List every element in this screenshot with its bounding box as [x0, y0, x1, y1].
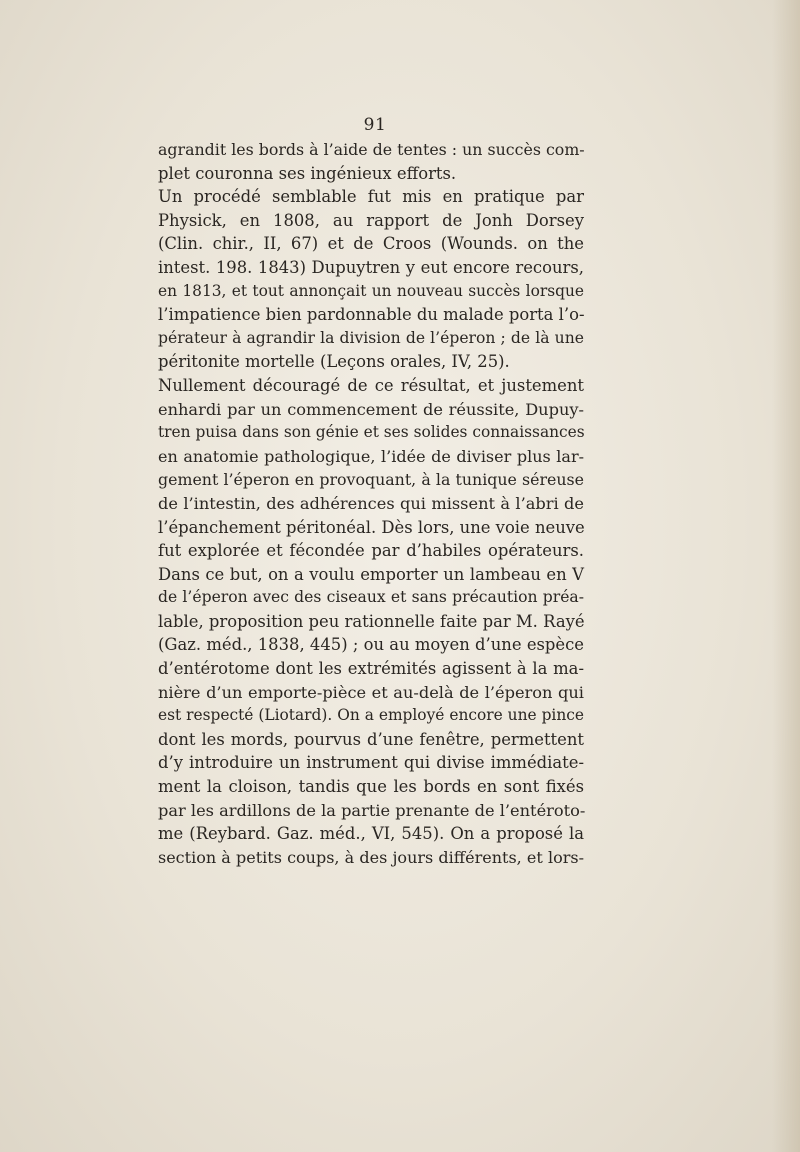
text-line: plet couronna ses ingénieux efforts.: [158, 163, 457, 183]
text-line: ment la cloison, tandis que les bords en sont fixés: [158, 777, 584, 797]
body-text: [158, 138, 584, 869]
text-line: de l’intestin, des adhérences qui missent à l’abri de: [158, 493, 584, 513]
text-line: (Clin. chir., II, 67) et de Croos (Wounds. on the: [158, 234, 584, 254]
text-line: Nullement découragé de ce résultat, et justement: [158, 375, 584, 395]
text-line: péritonite mortelle (Leçons orales, IV, 25).: [158, 352, 510, 372]
text-line: pérateur à agrandir la division de l’éperon ; de là une: [158, 328, 584, 347]
text-line: agrandit les bords à l’aide de tentes : un succès com-: [158, 140, 585, 159]
text-line: intest. 198. 1843) Dupuytren y eut encore recours,: [158, 257, 584, 277]
book-page: [158, 112, 584, 869]
text-line: nière d’un emporte-pièce et au-delà de l’éperon qui: [158, 682, 584, 702]
text-line: fut explorée et fécondée par d’habiles opérateurs.: [158, 541, 584, 561]
text-line: dont les mords, pourvus d’une fenêtre, permettent: [158, 729, 584, 749]
page-number: 91: [363, 115, 387, 135]
text-line: en 1813, et tout annonçait un nouveau succès lorsque: [158, 281, 584, 300]
text-line: est respecté (Liotard). On a employé encore une pince: [158, 706, 584, 725]
text-line: tren puisa dans son génie et ses solides connaissances: [158, 423, 585, 442]
text-line: enhardi par un commencement de réussite, Dupuy-: [158, 399, 584, 419]
text-line: me (Reybard. Gaz. méd., VI, 545). On a proposé la: [158, 824, 584, 844]
text-line: gement l’éperon en provoquant, à la tunique séreuse: [158, 470, 584, 490]
text-line: d’entérotome dont les extrémités agissent à la ma-: [158, 659, 584, 679]
text-line: Dans ce but, on a voulu emporter un lambeau en V: [158, 564, 584, 584]
text-line: (Gaz. méd., 1838, 445) ; ou au moyen d’une espèce: [158, 635, 584, 655]
text-line: en anatomie pathologique, l’idée de diviser plus lar-: [158, 446, 584, 466]
text-line: Un procédé semblable fut mis en pratique par: [158, 187, 584, 207]
text-line: d’y introduire un instrument qui divise immédiate-: [158, 753, 584, 773]
text-line: l’épanchement péritonéal. Dès lors, une voie neuve: [158, 517, 585, 537]
text-line: l’impatience bien pardonnable du malade porta l’o-: [158, 305, 585, 325]
text-line: section à petits coups, à des jours différents, et lors-: [158, 847, 584, 867]
page-edge-shadow: [772, 0, 800, 1152]
text-line: lable, proposition peu rationnelle faite par M. Rayé: [158, 611, 585, 631]
text-line: par les ardillons de la partie prenante de l’entéroto-: [158, 800, 586, 820]
text-line: de l’éperon avec des ciseaux et sans précaution préa-: [158, 588, 584, 607]
text-line: Physick, en 1808, au rapport de Jonh Dorsey: [158, 210, 584, 230]
